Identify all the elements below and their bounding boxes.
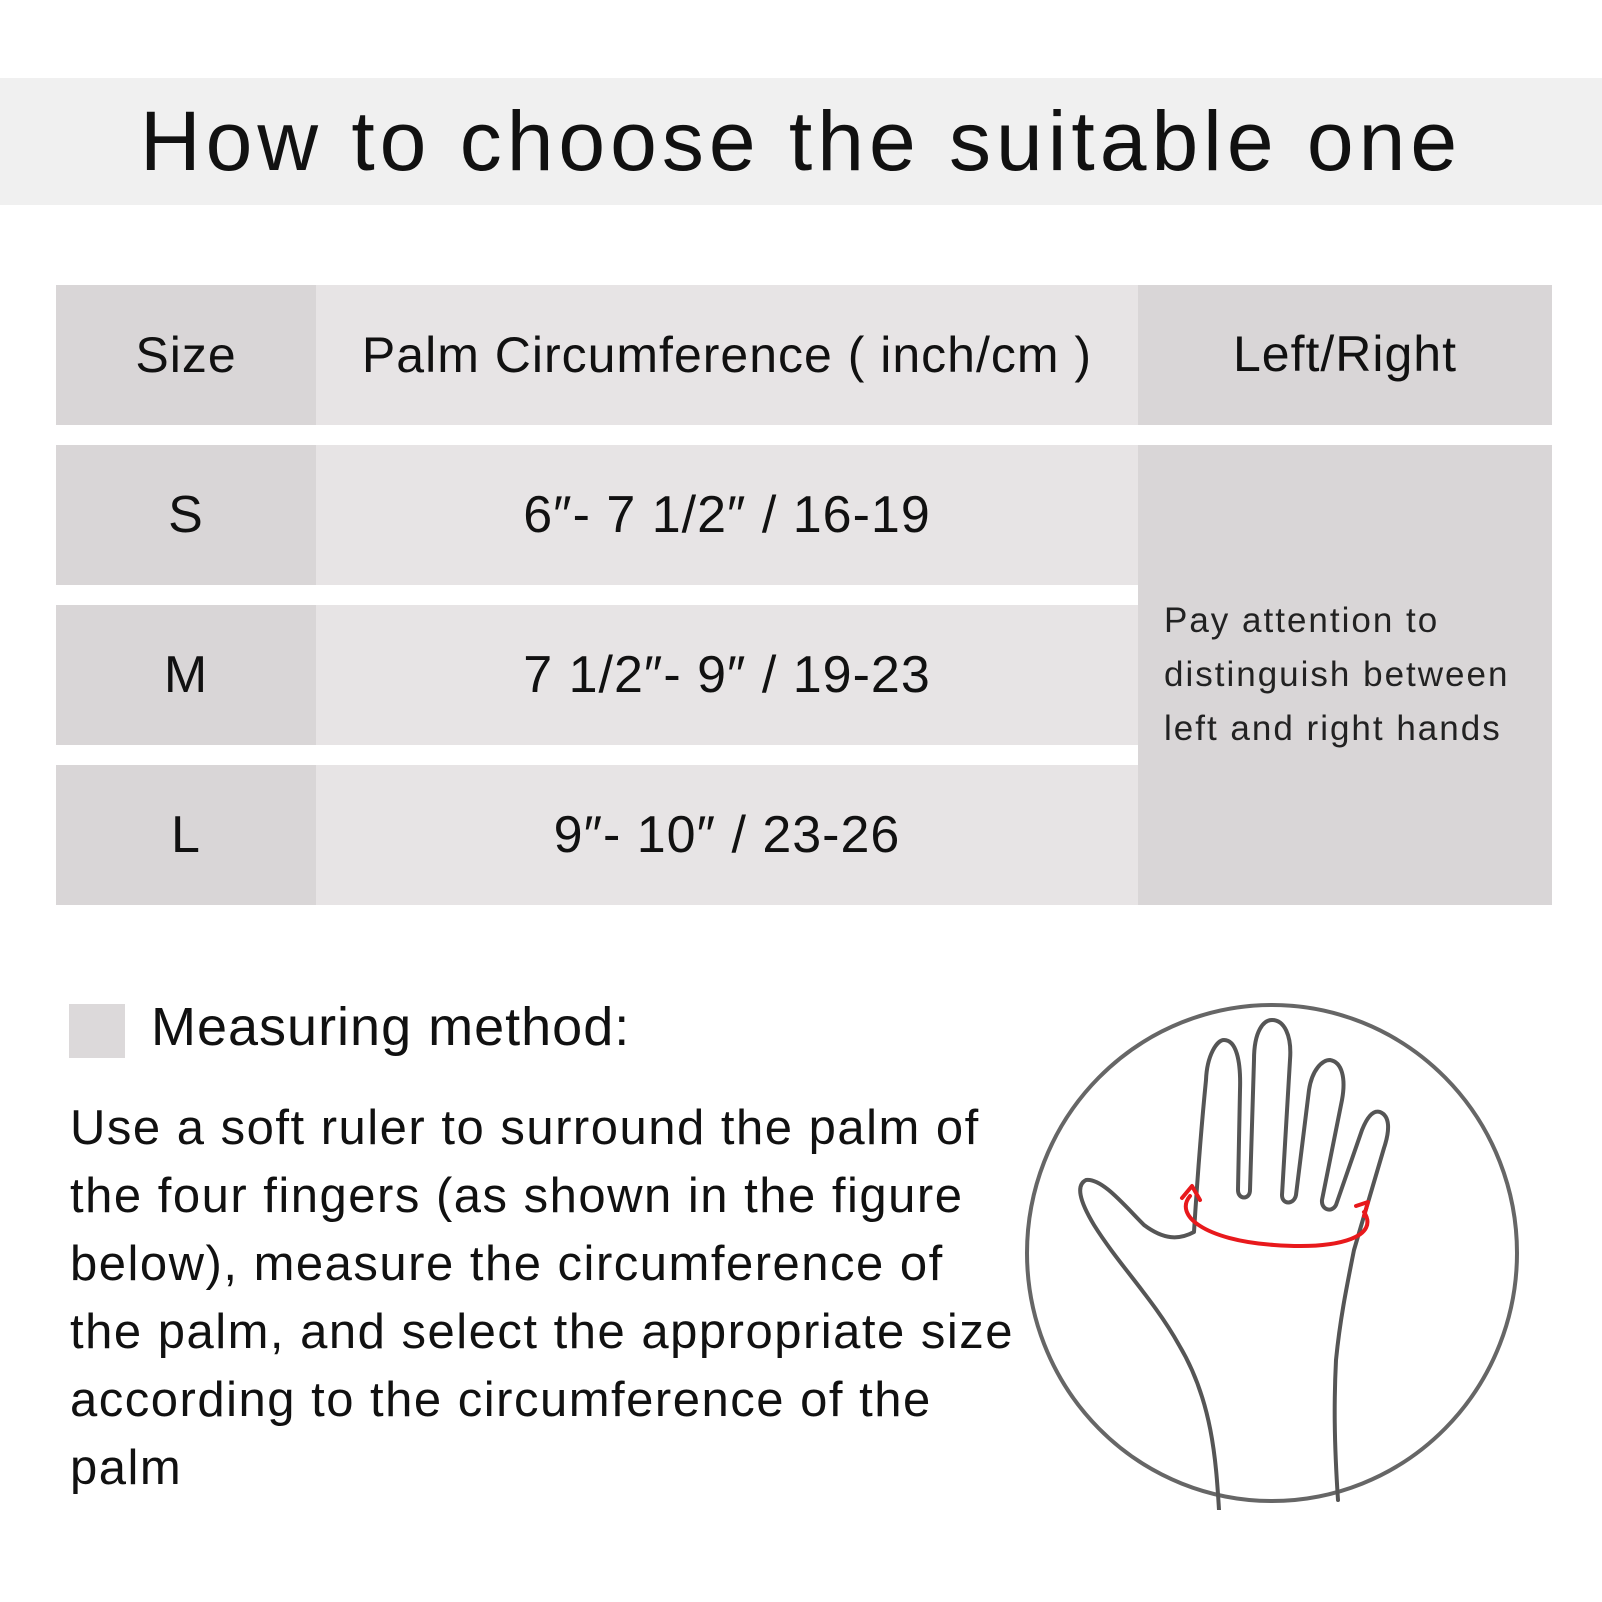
header-palm-circumference: Palm Circumference ( inch/cm ): [316, 285, 1138, 425]
header-left-right: Left/Right: [1138, 285, 1552, 425]
note-line: distinguish between: [1164, 655, 1510, 694]
palm-cell-l: 9″- 10″ / 23-26: [316, 765, 1138, 905]
method-heading: Measuring method:: [151, 997, 631, 1057]
method-marker: [69, 1004, 125, 1058]
palm-cell-s: 6″- 7 1/2″ / 16-19: [316, 445, 1138, 585]
note-line: left and right hands: [1164, 709, 1502, 748]
page-title: How to choose the suitable one: [139, 94, 1463, 188]
size-cell-l: L: [56, 765, 316, 905]
left-right-note: [1138, 445, 1552, 905]
header-size: Size: [56, 285, 316, 425]
note-line: Pay attention to: [1164, 601, 1440, 640]
size-cell-m: M: [56, 605, 316, 745]
size-cell-s: S: [56, 445, 316, 585]
method-description: Use a soft ruler to surround the palm of the four fingers (as shown in the figure below), measure the circumference of the palm, and select the appropriate size according to the circumference of the palm: [70, 1101, 1015, 1495]
title-banner: [0, 78, 1602, 205]
palm-cell-m: 7 1/2″- 9″ / 19-23: [316, 605, 1138, 745]
hand-measurement-icon: [1024, 1000, 1524, 1510]
